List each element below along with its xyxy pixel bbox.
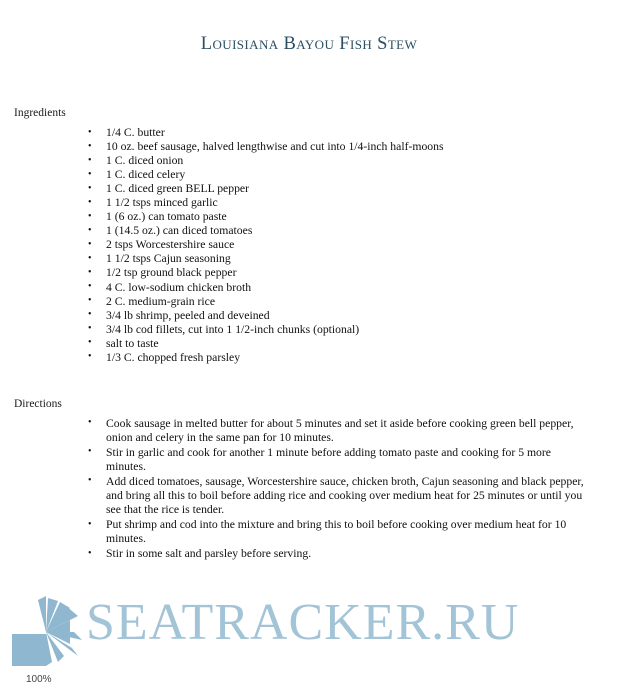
list-item: • 4 C. low-sodium chicken broth — [0, 281, 584, 295]
list-item: • Add diced tomatoes, sausage, Worcestershire sauce, chicken broth, Cajun seasoning and black pepper, and bring all this to boil before adding rice and cooking over medium heat for 25 minutes or until you see that the rice is tender. — [0, 475, 584, 517]
sun-logo-icon — [8, 596, 86, 670]
list-item: • 10 oz. beef sausage, halved lengthwise and cut into 1/4-inch half-moons — [0, 140, 584, 154]
list-item: • 1 (6 oz.) can tomato paste — [0, 210, 584, 224]
ingredients-list — [0, 126, 618, 365]
list-item: • 1 C. diced green BELL pepper — [0, 182, 584, 196]
list-item: • 1/4 C. butter — [0, 126, 584, 140]
list-item: • 1 1/2 tsps minced garlic — [0, 196, 584, 210]
list-item: • 1/3 C. chopped fresh parsley — [0, 351, 584, 365]
zoom-level: 100% — [26, 674, 52, 685]
directions-heading: Directions — [14, 397, 62, 410]
list-item: • Cook sausage in melted butter for about 5 minutes and set it aside before cooking green bell pepper, onion and celery in the same pan for 10 minutes. — [0, 417, 584, 445]
list-item: • 2 C. medium-grain rice — [0, 295, 584, 309]
page-title: Louisiana Bayou Fish Stew — [200, 34, 418, 54]
list-item: • salt to taste — [0, 337, 584, 351]
list-item: • Stir in garlic and cook for another 1 minute before adding tomato paste and cooking for 5 more minutes. — [0, 446, 584, 474]
directions-list — [0, 417, 618, 561]
list-item: • 1 1/2 tsps Cajun seasoning — [0, 252, 584, 266]
list-item: • 1 C. diced onion — [0, 154, 584, 168]
list-item: • 1/2 tsp ground black pepper — [0, 266, 584, 280]
document-page — [0, 34, 618, 687]
list-item: • 2 tsps Worcestershire sauce — [0, 238, 584, 252]
list-item: • 1 (14.5 oz.) can diced tomatoes — [0, 224, 584, 238]
list-item: • Stir in some salt and parsley before serving. — [0, 547, 584, 561]
list-item: • 3/4 lb shrimp, peeled and deveined — [0, 309, 584, 323]
list-item: • 3/4 lb cod fillets, cut into 1 1/2-inch chunks (optional) — [0, 323, 584, 337]
ingredients-heading: Ingredients — [14, 107, 66, 119]
list-item: • Put shrimp and cod into the mixture and bring this to boil before cooking over medium heat for 10 minutes. — [0, 518, 584, 546]
watermark-text: SEATRACKER.RU — [86, 594, 520, 651]
watermark — [0, 590, 618, 670]
list-item: • 1 C. diced celery — [0, 168, 584, 182]
